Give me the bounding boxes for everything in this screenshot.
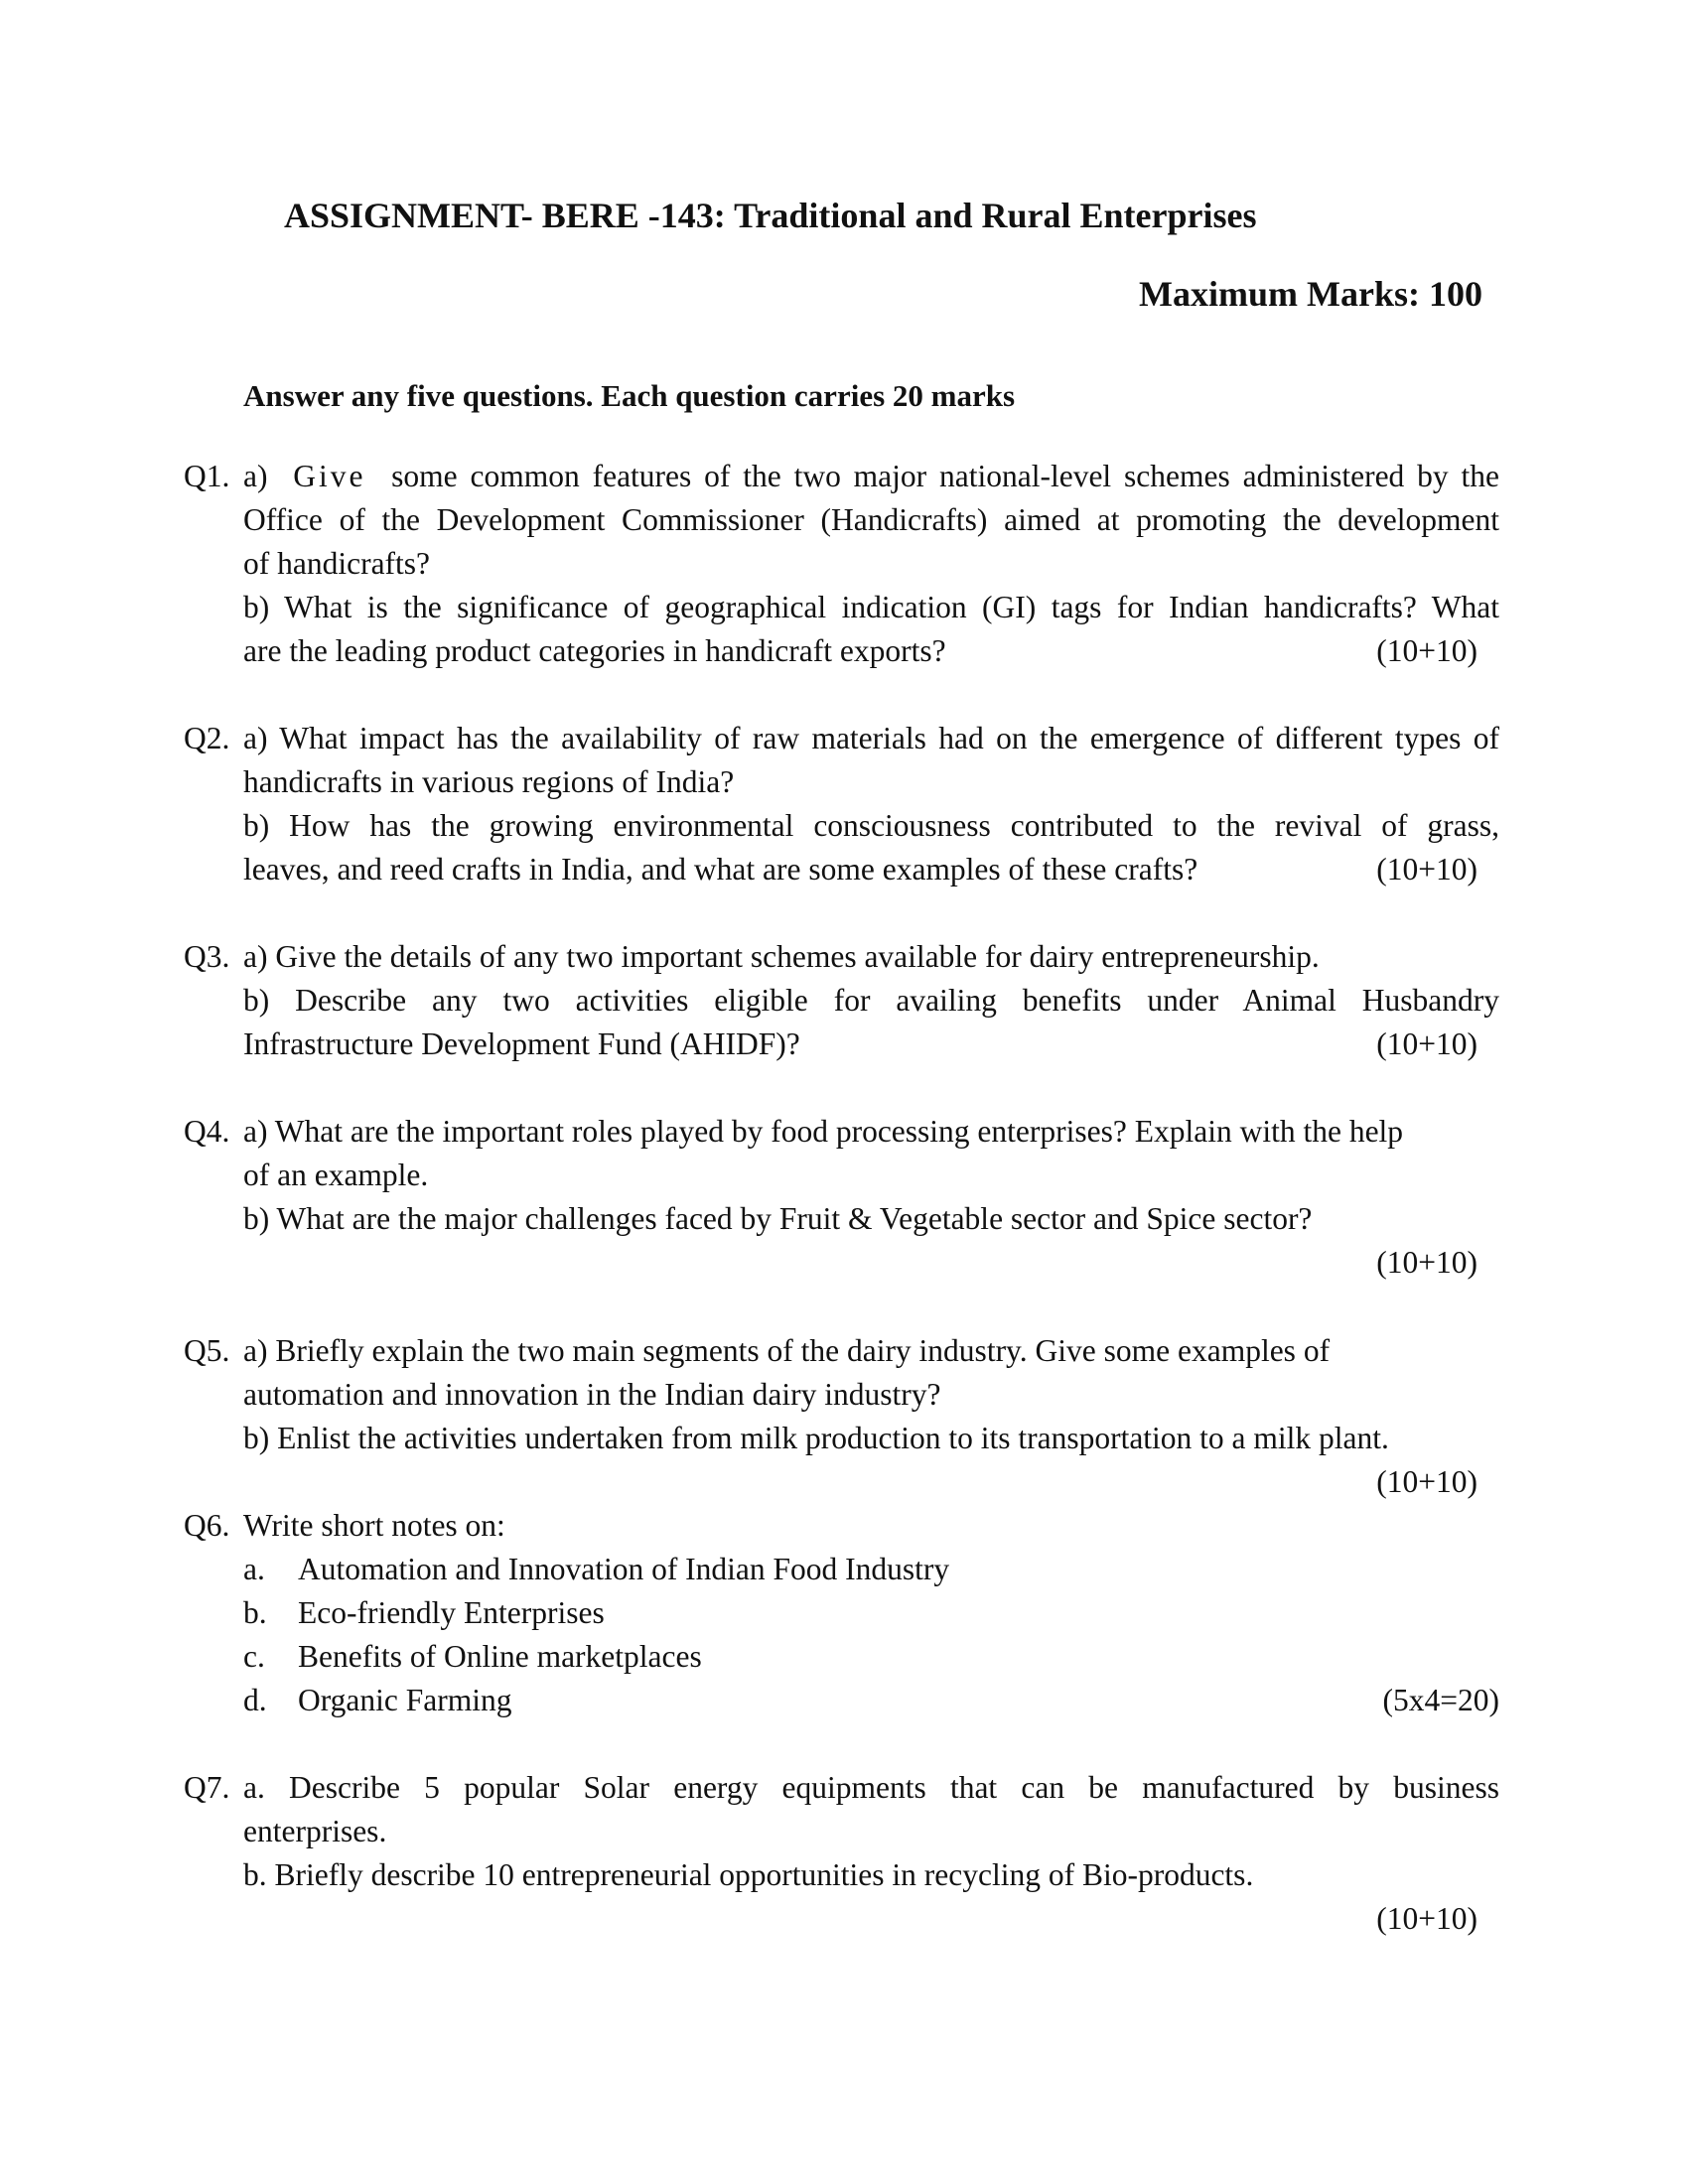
part-label: a) [243, 459, 268, 493]
question-part-b: b) What are the major challenges faced by Fruit & Vegetable sector and Spice sector? [243, 1201, 1313, 1236]
item-label: b. [243, 1595, 267, 1630]
question-part-a: a) Give the details of any two important schemes available for dairy entrepreneurship. [243, 939, 1320, 974]
list-item [243, 1591, 1499, 1635]
instructions: Answer any five questions. Each question carries 20 marks [243, 378, 1016, 413]
item-label: a. [243, 1552, 265, 1586]
question-text: automation and innovation in the Indian dairy industry? [243, 1377, 941, 1412]
question-text: Office of the Development Commissioner (Handicrafts) aimed at promoting the development [243, 502, 1499, 537]
marks: (5x4=20) [1382, 1683, 1499, 1717]
question-text: of an example. [243, 1158, 429, 1192]
question-text: are the leading product categories in handicraft exports? [243, 633, 946, 668]
list-item [243, 1635, 1499, 1679]
question-number: Q4. [184, 1114, 230, 1149]
question-part-a: a. Describe 5 popular Solar energy equipments that can be manufactured by business [243, 1770, 1499, 1805]
item-label: c. [243, 1639, 265, 1674]
question-part-b: b. Briefly describe 10 entrepreneurial opportunities in recycling of Bio-products. [243, 1857, 1254, 1892]
question-part-b: b) Describe any two activities eligible for availing benefits under Animal Husbandry [243, 983, 1499, 1018]
question-5 [184, 1329, 1499, 1504]
question-6 [184, 1504, 1499, 1722]
emphasized-word: Give [293, 459, 366, 493]
question-text: leaves, and reed crafts in India, and what are some examples of these crafts? [243, 852, 1198, 887]
short-notes-list [243, 1548, 1499, 1722]
marks: (10+10) [1376, 1245, 1477, 1280]
question-part-a: a) Briefly explain the two main segments of the dairy industry. Give some examples of [243, 1333, 1331, 1368]
marks: (10+10) [1376, 1464, 1477, 1499]
question-text: Infrastructure Development Fund (AHIDF)? [243, 1026, 800, 1061]
question-3 [184, 935, 1499, 1066]
question-text: of handicrafts? [243, 546, 431, 581]
question-part-b: b) How has the growing environmental consciousness contributed to the revival of grass, [243, 808, 1499, 843]
item-text: Organic Farming [298, 1683, 512, 1717]
page-title: ASSIGNMENT- BERE -143: Traditional and Rural Enterprises [284, 196, 1257, 235]
question-number: Q6. [184, 1508, 230, 1543]
question-part-a: a) What impact has the availability of raw materials had on the emergence of different types of [243, 721, 1499, 755]
question-number: Q3. [184, 939, 230, 974]
maximum-marks: Maximum Marks: 100 [1139, 274, 1482, 314]
question-number: Q2. [184, 721, 230, 755]
question-number: Q7. [184, 1770, 230, 1805]
question-part-a [243, 455, 1499, 498]
marks: (10+10) [1376, 633, 1477, 668]
question-1 [184, 455, 1499, 673]
marks: (10+10) [1376, 1901, 1477, 1936]
question-4 [184, 1110, 1499, 1285]
question-7 [184, 1766, 1499, 1941]
question-number: Q1. [184, 459, 230, 493]
question-intro: Write short notes on: [243, 1508, 505, 1543]
list-item [243, 1548, 1499, 1591]
item-text: Eco-friendly Enterprises [298, 1595, 605, 1630]
question-text: some common features of the two major national-level schemes administered by the [391, 459, 1499, 493]
marks: (10+10) [1376, 1026, 1477, 1061]
marks: (10+10) [1376, 852, 1477, 887]
item-text: Automation and Innovation of Indian Food Industry [298, 1552, 950, 1586]
question-number: Q5. [184, 1333, 230, 1368]
question-text: handicrafts in various regions of India? [243, 764, 735, 799]
item-text: Benefits of Online marketplaces [298, 1639, 702, 1674]
question-text: enterprises. [243, 1814, 387, 1848]
question-part-b: b) What is the significance of geographical indication (GI) tags for Indian handicrafts? What [243, 590, 1499, 624]
question-part-a: a) What are the important roles played by food processing enterprises? Explain with the help [243, 1114, 1404, 1149]
question-part-b: b) Enlist the activities undertaken from milk production to its transportation to a milk plant. [243, 1421, 1389, 1455]
item-label: d. [243, 1683, 267, 1717]
question-2 [184, 717, 1499, 891]
list-item [243, 1679, 1499, 1722]
